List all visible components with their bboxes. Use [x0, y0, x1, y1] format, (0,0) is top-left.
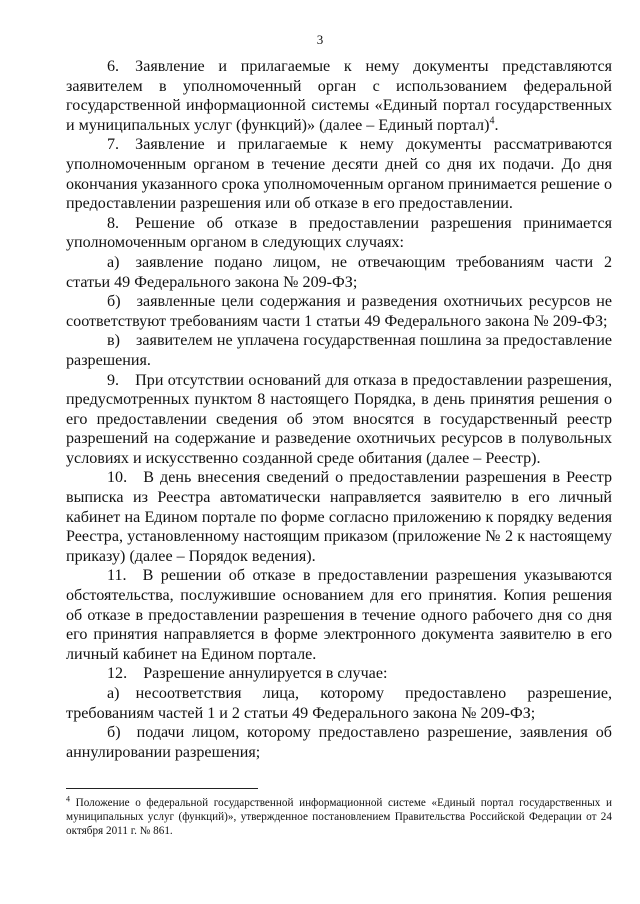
- paragraph-8b: б) заявленные цели содержания и разведения охотничьих ресурсов не соответствуют требованиям части 1 статьи 49 Федерального закона № 209-ФЗ;: [66, 293, 612, 330]
- paragraph-12b: б) подачи лицом, которому предоставлено разрешение, заявления об аннулировании разрешения;: [66, 724, 612, 761]
- paragraph-8a: а) заявление подано лицом, не отвечающим требованиям части 2 статьи 49 Федерального закона № 209-ФЗ;: [66, 253, 612, 291]
- paragraph-6: [66, 57, 612, 135]
- paragraph-12a: а) несоответствия лица, которому предоставлено разрешение, требованиям частей 1 и 2 статьи 49 Федерального закона № 209-ФЗ;: [66, 685, 612, 722]
- paragraph-8: 8. Решение об отказе в предоставлении разрешения принимается уполномоченным органом в следующих случаях:: [66, 214, 612, 252]
- footnote-separator: [66, 788, 258, 789]
- footnote: [66, 796, 612, 838]
- document-body: [66, 57, 612, 762]
- paragraph-8v: в) заявителем не уплачена государственная пошлина за предоставление разрешения.: [66, 332, 612, 369]
- paragraph-7: 7. Заявление и прилагаемые к нему документы рассматриваются уполномоченным органом в течение десяти дней со дня их подачи. До дня окончания указанного срока уполномоченным органом принимается решение о предоставлении разрешения или об отказе в его предоставлении.: [66, 136, 612, 213]
- footnote-text: Положение о федеральной государственной информационной системе «Единый портал государственных и муниципальных услуг (функций)», утвержденное постановлением Правительства Российской Федерации от 24 октября 2011 г. № 861.: [66, 797, 612, 837]
- paragraph-9: 9. При отсутствии оснований для отказа в предоставлении разрешения, предусмотренных пунктом 8 настоящего Порядка, в день принятия решения о его предоставлении сведения об этом вносятся в государственный реестр разрешений на содержание и разведение охотничьих ресурсов в полувольных условиях и искусственно созданной среде обитания (далее – Реестр).: [66, 371, 612, 467]
- paragraph-12: 12. Разрешение аннулируется в случае:: [107, 665, 388, 683]
- paragraph-6-text: 6. Заявление и прилагаемые к нему документы представляются заявителем в уполномоченный орган с использованием федеральной государственной информационной системы «Единый портал государственных и муниципальных услуг (функций)» (далее – Единый портал): [66, 58, 612, 134]
- footnote-mark: 4: [66, 794, 70, 804]
- page-number: 3: [316, 32, 324, 47]
- paragraph-6-end: .: [494, 116, 499, 134]
- paragraph-10: 10. В день внесения сведений о предоставлении разрешения в Реестр выписка из Реестра автоматически направляется заявителю в его личный кабинет на Едином портале по форме согласно приложению к порядку ведения Реестра, установленному настоящим приказом (приложение № 2 к настоящему приказу) (далее – Порядок ведения).: [66, 469, 612, 565]
- footnote-reference: 4: [489, 115, 495, 127]
- paragraph-11: 11. В решении об отказе в предоставлении разрешения указываются обстоятельства, послужившие основанием для его принятия. Копия решения об отказе в предоставлении разрешения в течение одного рабочего дня со дня его принятия направляется в форме электронного документа заявителю в его личный кабинет на Едином портале.: [66, 567, 612, 663]
